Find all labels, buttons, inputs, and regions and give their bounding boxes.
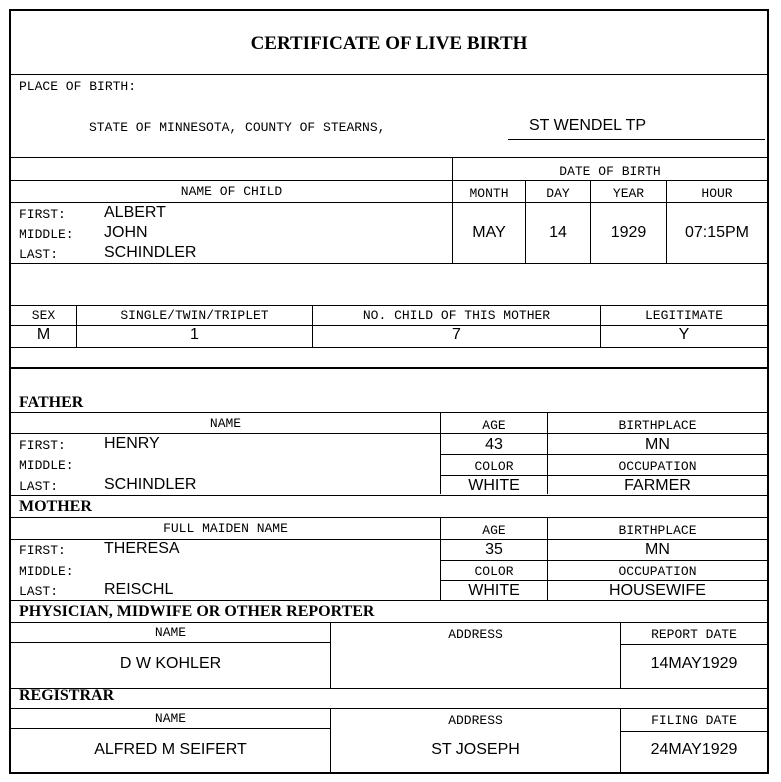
birth-year: 1929: [610, 224, 647, 241]
registrar-name-label: NAME: [154, 711, 187, 726]
mother-occupation: HOUSEWIFE: [609, 582, 706, 599]
father-last-name: SCHINDLER: [104, 476, 197, 493]
township: ST WENDEL TP: [529, 117, 647, 134]
child-last-label: LAST:: [19, 247, 59, 262]
reporter-heading: PHYSICIAN, MIDWIFE OR OTHER REPORTER: [19, 603, 375, 620]
filing-date-label: FILING DATE: [651, 713, 737, 728]
report-date: 14MAY1929: [650, 655, 738, 672]
mother-last-name: REISCHL: [104, 581, 174, 598]
father-last-label: LAST:: [19, 479, 59, 494]
divider: [11, 157, 767, 158]
child-name-header: NAME OF CHILD: [180, 184, 283, 199]
child-last-name: SCHINDLER: [104, 244, 197, 261]
father-name-header: NAME: [209, 416, 242, 431]
child-first-name: ALBERT: [104, 204, 166, 221]
mother-name-header: FULL MAIDEN NAME: [163, 521, 288, 536]
father-middle-label: MIDDLE:: [19, 458, 74, 473]
state-county: STATE OF MINNESOTA, COUNTY OF STEARNS,: [89, 120, 386, 135]
father-age: 43: [485, 436, 503, 453]
mother-birthplace: MN: [645, 541, 670, 558]
father-birthplace: MN: [645, 436, 670, 453]
child-first-label: FIRST:: [19, 207, 66, 222]
father-occupation: FARMER: [624, 477, 691, 494]
mother-first-name: THERESA: [104, 540, 180, 557]
reporter-address-label: ADDRESS: [448, 627, 503, 642]
month-label: MONTH: [469, 186, 509, 201]
mother-age: 35: [485, 541, 503, 558]
mother-last-label: LAST:: [19, 584, 59, 599]
sex-label: SEX: [31, 308, 56, 323]
father-first-label: FIRST:: [19, 438, 66, 453]
year-label: YEAR: [612, 186, 645, 201]
reporter-name-label: NAME: [154, 625, 187, 640]
father-birthplace-label: BIRTHPLACE: [618, 418, 697, 433]
child-middle-name: JOHN: [104, 224, 148, 241]
birth-certificate: [9, 9, 769, 774]
registrar-address: ST JOSEPH: [431, 741, 520, 758]
day-label: DAY: [546, 186, 570, 201]
mother-first-label: FIRST:: [19, 543, 66, 558]
report-date-label: REPORT DATE: [651, 627, 737, 642]
hour-label: HOUR: [701, 186, 733, 201]
certificate-title: CERTIFICATE OF LIVE BIRTH: [250, 33, 528, 54]
father-occupation-label: OCCUPATION: [618, 459, 697, 474]
child-number-value: 7: [452, 326, 461, 343]
registrar-address-label: ADDRESS: [448, 713, 503, 728]
plurality-value: 1: [190, 326, 199, 343]
father-color-label: COLOR: [474, 459, 514, 474]
birth-month: MAY: [472, 224, 506, 241]
divider: [11, 74, 767, 75]
mother-color: WHITE: [468, 582, 520, 599]
sex-value: M: [36, 326, 51, 343]
filing-date: 24MAY1929: [650, 741, 738, 758]
date-of-birth-header: DATE OF BIRTH: [559, 164, 661, 179]
birth-hour: 07:15PM: [684, 224, 750, 241]
reporter-name: D W KOHLER: [119, 655, 222, 672]
father-color: WHITE: [468, 477, 520, 494]
legitimate-label: LEGITIMATE: [644, 308, 723, 323]
child-number-label: NO. CHILD OF THIS MOTHER: [362, 308, 551, 323]
father-first-name: HENRY: [104, 435, 160, 452]
mother-middle-label: MIDDLE:: [19, 564, 74, 579]
mother-occupation-label: OCCUPATION: [618, 564, 697, 579]
birth-day: 14: [549, 224, 567, 241]
plurality-label: SINGLE/TWIN/TRIPLET: [120, 308, 269, 323]
registrar-heading: REGISTRAR: [19, 687, 115, 704]
place-of-birth-label: PLACE OF BIRTH:: [19, 79, 137, 94]
mother-heading: MOTHER: [19, 498, 92, 515]
father-heading: FATHER: [19, 394, 84, 411]
township-underline: [508, 139, 765, 140]
child-middle-label: MIDDLE:: [19, 227, 74, 242]
mother-color-label: COLOR: [474, 564, 514, 579]
legitimate-value: Y: [678, 326, 690, 343]
mother-birthplace-label: BIRTHPLACE: [618, 523, 697, 538]
registrar-name: ALFRED M SEIFERT: [94, 741, 247, 758]
mother-age-label: AGE: [482, 523, 506, 538]
father-age-label: AGE: [482, 418, 506, 433]
